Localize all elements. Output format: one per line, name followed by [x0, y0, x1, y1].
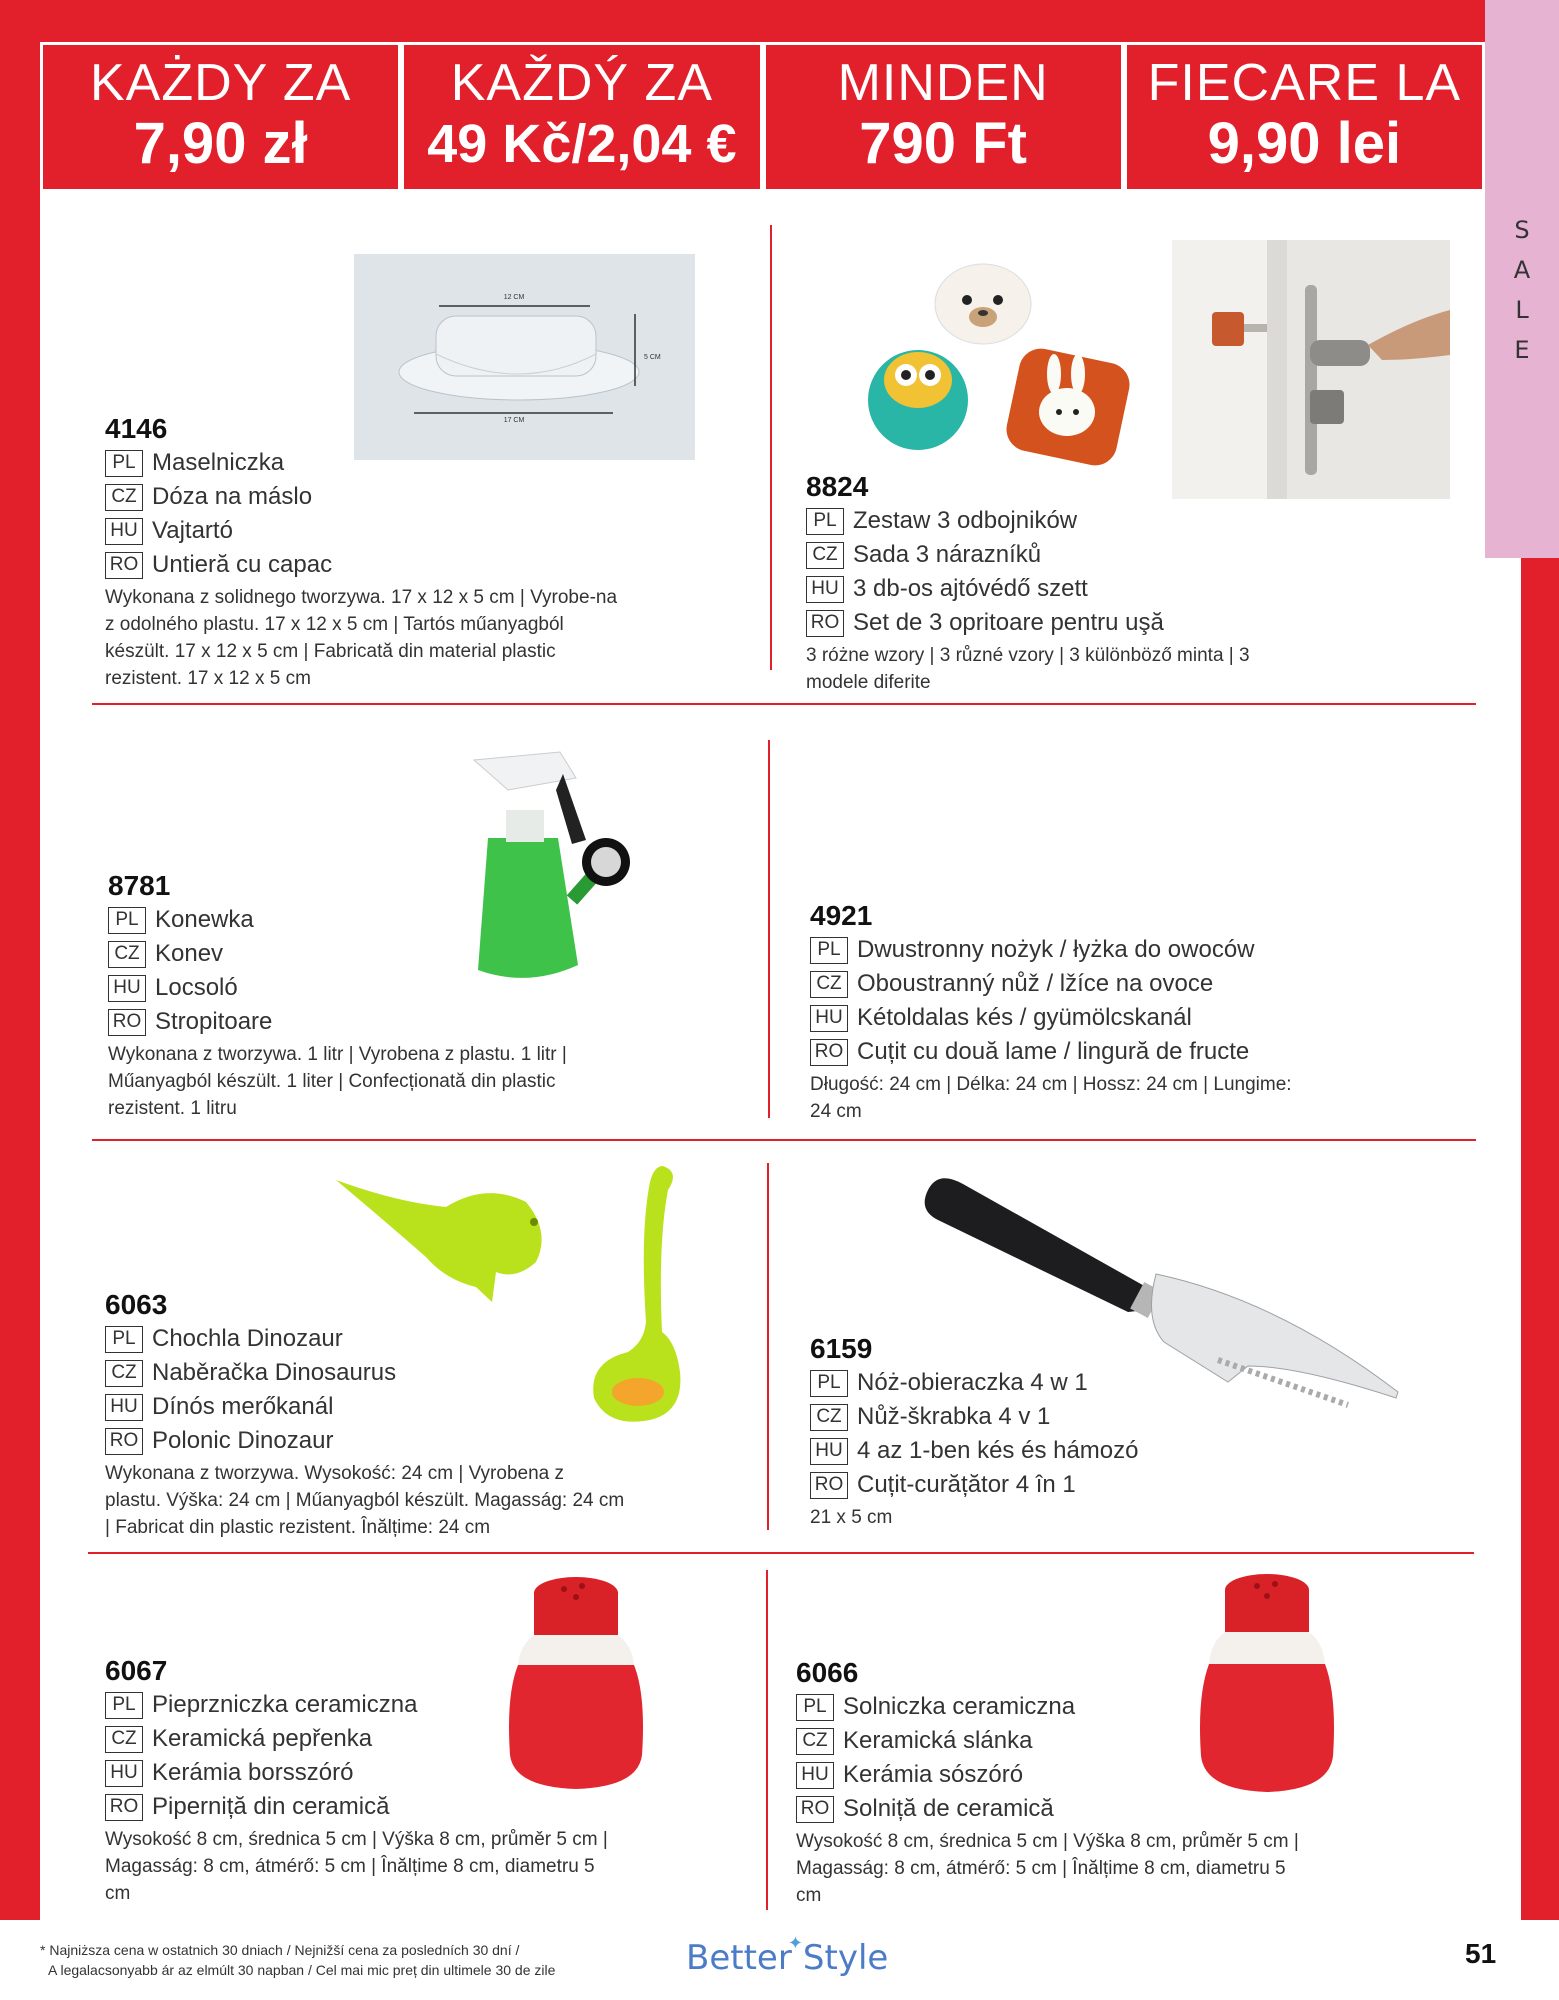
price-value: 49 Kč/2,04 €: [427, 114, 737, 174]
sale-letter: L: [1515, 296, 1529, 324]
product-description: Długość: 24 cm | Délka: 24 cm | Hossz: 24 cm | Lungime: 24 cm: [810, 1074, 1292, 1122]
product-name-cz: Nůž-škrabka 4 v 1: [857, 1403, 1051, 1430]
dim-label-length: 17 CM: [503, 417, 525, 424]
sale-letter: S: [1514, 216, 1530, 244]
product-name-pl: Solniczka ceramiczna: [843, 1693, 1076, 1720]
price-label: MINDEN: [837, 54, 1049, 112]
sale-letters: [1505, 210, 1539, 370]
product-code: 6063: [105, 1289, 168, 1320]
price-value: 790 Ft: [859, 111, 1027, 176]
lang-badge-hu: HU: [796, 1762, 834, 1789]
brand-name-part-1: Better: [686, 1938, 792, 1978]
product-name-hu: Dínós merőkanál: [152, 1393, 334, 1420]
product-name-ro: Set de 3 opritoare pentru uşă: [853, 609, 1164, 636]
lang-badge-ro: RO: [796, 1796, 834, 1823]
lang-badge-hu: HU: [810, 1005, 848, 1032]
lang-badge-cz: CZ: [810, 971, 848, 998]
price-label: KAŻDY ZA: [89, 54, 352, 112]
lang-badge-ro: RO: [105, 1428, 143, 1455]
price-box-cz: [401, 42, 762, 192]
product-code: 8824: [806, 471, 869, 502]
product-description: 21 x 5 cm: [810, 1507, 893, 1528]
lang-badge-ro: RO: [806, 610, 844, 637]
lang-badge-ro: RO: [810, 1039, 848, 1066]
door-photo-image: [1172, 240, 1450, 499]
product-description: Wykonana z tworzywa. 1 litr | Vyrobena z plastu. 1 litr | Műanyagból készült. 1 liter | Confecționată din plastic rezistent. 1 litru: [108, 1044, 567, 1119]
row-divider: [92, 1139, 1476, 1141]
product-name-pl: Konewka: [155, 906, 254, 933]
lang-badge-ro: RO: [105, 1794, 143, 1821]
product-4146: [105, 412, 625, 692]
product-description: Wykonana z solidnego tworzywa. 17 x 12 x 5 cm | Vyrobe-na z odolného plastu. 17 x 12 x 5 cm | Tartós műanyagból készült. 17 x 12 x 5 cm | Fabricată din material plastic rezistent. 17 x 12 x 5 cm: [105, 587, 618, 689]
product-4921: [810, 899, 1310, 1125]
lang-badge-pl: PL: [105, 450, 143, 477]
column-divider: [766, 1570, 768, 1910]
product-code: 8781: [108, 870, 171, 901]
lang-badge-pl: PL: [108, 907, 146, 934]
lang-badge-pl: PL: [105, 1326, 143, 1353]
product-6063: [105, 1288, 625, 1541]
product-code: 6159: [810, 1333, 873, 1364]
product-name-pl: Dwustronny nożyk / łyżka do owoców: [857, 936, 1255, 963]
product-code: 6067: [105, 1655, 168, 1686]
lang-badge-pl: PL: [810, 937, 848, 964]
product-name-hu: 4 az 1-ben kés és hámozó: [857, 1437, 1139, 1464]
product-name-cz: Oboustranný nůž / lžíce na ovoce: [857, 970, 1214, 997]
product-name-cz: Keramická slánka: [843, 1727, 1033, 1754]
product-name-ro: Cuțit-curățător 4 în 1: [857, 1471, 1076, 1498]
lang-badge-cz: CZ: [105, 484, 143, 511]
product-name-ro: Untieră cu capac: [152, 551, 333, 578]
dim-label-width: 12 CM: [503, 294, 525, 301]
product-description: Wysokość 8 cm, średnica 5 cm | Výška 8 cm, průměr 5 cm | Magasság: 8 cm, átmérő: 5 cm | Înălțime 8 cm, diametru 5 cm: [796, 1831, 1299, 1906]
product-name-pl: Maselniczka: [152, 449, 285, 476]
lang-badge-pl: PL: [810, 1370, 848, 1397]
price-label: FIECARE LA: [1147, 54, 1462, 112]
price-box-hu: [763, 42, 1124, 192]
price-value: 7,90 zł: [133, 111, 308, 176]
product-name-hu: Kerámia sószóró: [843, 1761, 1024, 1788]
product-name-cz: Konev: [155, 940, 224, 967]
lang-badge-cz: CZ: [806, 542, 844, 569]
price-box-ro: [1124, 42, 1485, 192]
product-6067: [105, 1654, 625, 1907]
product-name-ro: Solniță de ceramică: [843, 1795, 1054, 1822]
product-name-hu: Vajtartó: [152, 517, 233, 544]
footnote-line-1: * Najniższa cena w ostatnich 30 dniach / Nejnižší cena za posledních 30 dní /: [40, 1942, 520, 1958]
sparkle-icon: ✦: [787, 1933, 803, 1954]
price-value: 9,90 lei: [1207, 111, 1402, 176]
product-name-ro: Cuțit cu două lame / lingură de fructe: [857, 1038, 1250, 1065]
lang-badge-cz: CZ: [105, 1360, 143, 1387]
sale-letter: A: [1513, 256, 1531, 284]
product-8781: [108, 869, 608, 1122]
lang-badge-pl: PL: [796, 1694, 834, 1721]
product-name-cz: Sada 3 nárazníků: [853, 541, 1042, 568]
product-name-pl: Chochla Dinozaur: [152, 1325, 343, 1352]
row-divider: [88, 1552, 1474, 1554]
product-code: 6066: [796, 1657, 859, 1688]
row-divider: [92, 703, 1476, 705]
top-red-strip: [0, 0, 1485, 42]
product-description: Wysokość 8 cm, średnica 5 cm | Výška 8 cm, průměr 5 cm | Magasság: 8 cm, átmérő: 5 cm | Înălțime 8 cm, diametru 5 cm: [105, 1829, 608, 1904]
lang-badge-pl: PL: [105, 1692, 143, 1719]
footnote: [40, 1940, 555, 1980]
product-name-cz: Keramická pepřenka: [152, 1725, 373, 1752]
product-name-cz: Naběračka Dinosaurus: [152, 1359, 397, 1386]
lang-badge-hu: HU: [806, 576, 844, 603]
product-name-pl: Pieprzniczka ceramiczna: [152, 1691, 418, 1718]
product-description: Wykonana z tworzywa. Wysokość: 24 cm | Vyrobena z plastu. Výška: 24 cm | Műanyagból készült. Magasság: 24 cm | Fabricat din plastic rezistent. Înălțime: 24 cm: [105, 1463, 625, 1538]
product-name-ro: Polonic Dinozaur: [152, 1427, 334, 1454]
product-8824: [806, 470, 1306, 696]
lang-badge-cz: CZ: [810, 1404, 848, 1431]
left-red-edge: [0, 0, 40, 1920]
product-name-ro: Piperniță din ceramică: [152, 1793, 390, 1820]
product-name-hu: 3 db-os ajtóvédő szett: [853, 575, 1088, 602]
lang-badge-ro: RO: [108, 1009, 146, 1036]
column-divider: [768, 740, 770, 1118]
price-header: [40, 42, 1485, 192]
lang-badge-ro: RO: [810, 1472, 848, 1499]
brand-name-part-2: Style: [802, 1938, 889, 1978]
product-name-pl: Zestaw 3 odbojników: [853, 507, 1078, 534]
sale-tab-label: [1505, 210, 1539, 370]
product-name-pl: Nóż-obieraczka 4 w 1: [857, 1369, 1088, 1396]
column-divider: [767, 1163, 769, 1530]
footnote-line-2: A legalacsonyabb ár az elmúlt 30 napban / Cel mai mic preț din ultimele 30 de zile: [48, 1962, 556, 1978]
product-code: 4921: [810, 900, 873, 931]
lang-badge-hu: HU: [108, 975, 146, 1002]
page-number: 51: [1465, 1938, 1497, 1969]
lang-badge-hu: HU: [810, 1438, 848, 1465]
product-name-hu: Locsoló: [155, 974, 238, 1001]
product-name-cz: Dóza na máslo: [152, 483, 313, 510]
lang-badge-hu: HU: [105, 1394, 143, 1421]
product-code: 4146: [105, 413, 168, 444]
brand-logo: [686, 1933, 889, 1978]
product-name-ro: Stropitoare: [155, 1008, 273, 1035]
dim-label-height: 5 CM: [644, 354, 661, 361]
column-divider: [770, 225, 772, 670]
product-6066: [796, 1656, 1316, 1909]
lang-badge-cz: CZ: [105, 1726, 143, 1753]
lang-badge-hu: HU: [105, 518, 143, 545]
lang-badge-cz: CZ: [796, 1728, 834, 1755]
product-name-hu: Kerámia borsszóró: [152, 1759, 354, 1786]
lang-badge-ro: RO: [105, 552, 143, 579]
price-box-pl: [40, 42, 401, 192]
product-name-hu: Kétoldalas kés / gyümölcskanál: [857, 1004, 1192, 1031]
lang-badge-cz: CZ: [108, 941, 146, 968]
product-description: 3 różne wzory | 3 různé vzory | 3 különböző minta | 3 modele diferite: [806, 645, 1250, 693]
product-6159: [810, 1332, 1210, 1531]
lang-badge-pl: PL: [806, 508, 844, 535]
door-stopper-set-image: [862, 262, 1142, 477]
lang-badge-hu: HU: [105, 1760, 143, 1787]
sale-letter: E: [1514, 336, 1530, 364]
price-label: KAŽDÝ ZA: [450, 54, 713, 112]
